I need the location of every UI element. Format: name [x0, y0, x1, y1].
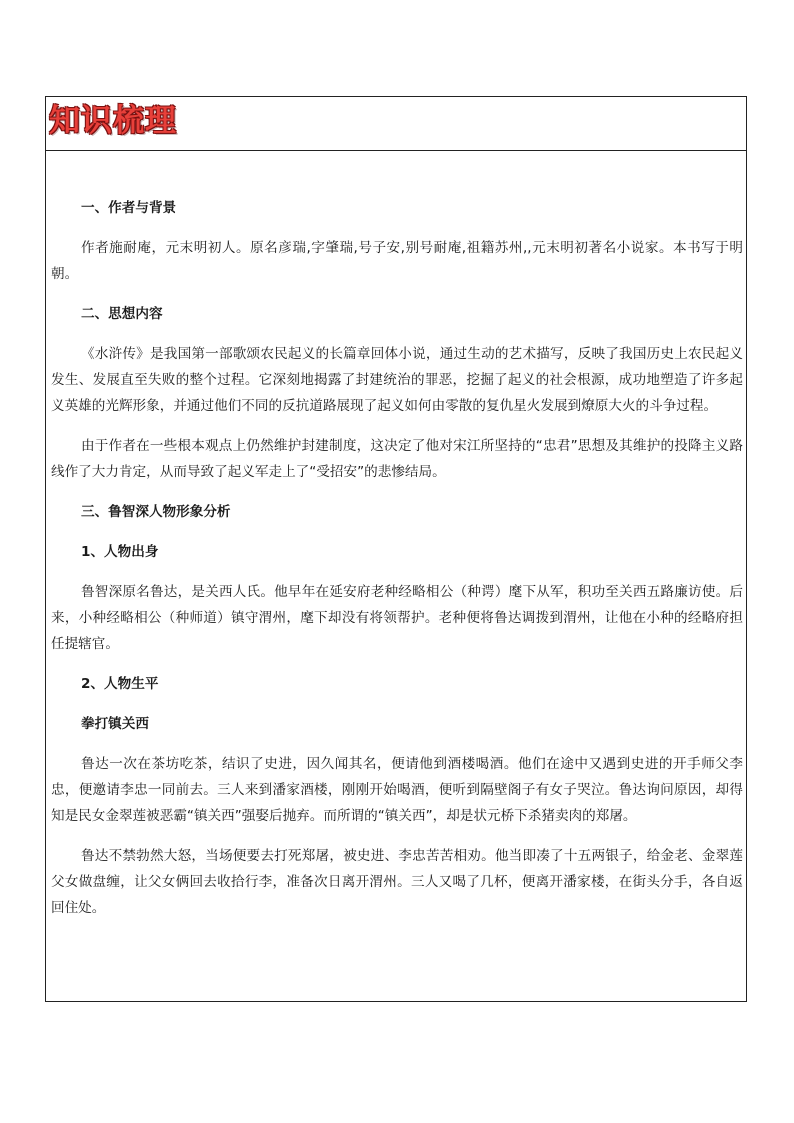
heading-ideological-content: 二、思想内容 [81, 306, 163, 322]
heading-character-analysis: 三、鲁智深人物形象分析 [81, 504, 231, 520]
paragraph-content-1: 《水浒传》是我国第一部歌颂农民起义的长篇章回体小说，通过生动的艺术描写，反映了我国历史上农民起义发生、发展直至失败的整个过程。它深刻地揭露了封建统治的罪恶，挖掘了起义的社会根源，成功地塑造了许多起义英雄的光辉形象，并通过他们不同的反抗道路展现了起义如何由零散的复仇星火发展到燎原大火的斗争过程。 [51, 346, 743, 414]
paragraph-episode-2: 鲁达不禁勃然大怒，当场便要去打死郑屠，被史进、李忠苦苦相劝。他当即凑了十五两银子，给金老、金翠莲父女做盘缠，让父女俩回去收拾行李，准备次日离开渭州。三人又喝了几杯，便离开潘家楼，在街头分手，各自返回住处。 [51, 848, 743, 916]
paragraph-content-2: 由于作者在一些根本观点上仍然维护封建制度，这决定了他对宋江所坚持的“忠君”思想及其维护的投降主义路线作了大力肯定，从而导致了起义军走上了“受招安”的悲惨结局。 [51, 438, 743, 480]
banner-divider [46, 150, 746, 151]
subheading-life: 2、人物生平 [81, 676, 159, 692]
section-banner-title: 知识梳理 [49, 103, 177, 139]
document-body [51, 195, 743, 933]
heading-author-background: 一、作者与背景 [81, 200, 177, 216]
paragraph-origin: 鲁智深原名鲁达，是关西人氏。他早年在延安府老种经略相公（种谔）麾下从军，积功至关西五路廉访使。后来，小种经略相公（种师道）镇守渭州，麾下却没有将领帮护。老种便将鲁达调拨到渭州，让他在小种的经略府担任提辖官。 [51, 584, 743, 652]
subheading-episode: 拳打镇关西 [81, 716, 149, 732]
paragraph-episode-1: 鲁达一次在茶坊吃茶，结识了史进，因久闻其名，便请他到酒楼喝酒。他们在途中又遇到史进的开手师父李忠，便邀请李忠一同前去。三人来到潘家酒楼，刚刚开始喝酒，便听到隔壁阁子有女子哭泣。鲁达询问原因，却得知是民女金翠莲被恶霸“镇关西”强娶后抛弃。而所谓的“镇关西”，却是状元桥下杀猪卖肉的郑屠。 [51, 756, 743, 824]
paragraph-author: 作者施耐庵，元末明初人。原名彦瑞,字肇瑞,号子安,别号耐庵,祖籍苏州,,元末明初著名小说家。本书写于明朝。 [51, 240, 743, 282]
document-frame [45, 96, 747, 1002]
subheading-origin: 1、人物出身 [81, 544, 159, 560]
